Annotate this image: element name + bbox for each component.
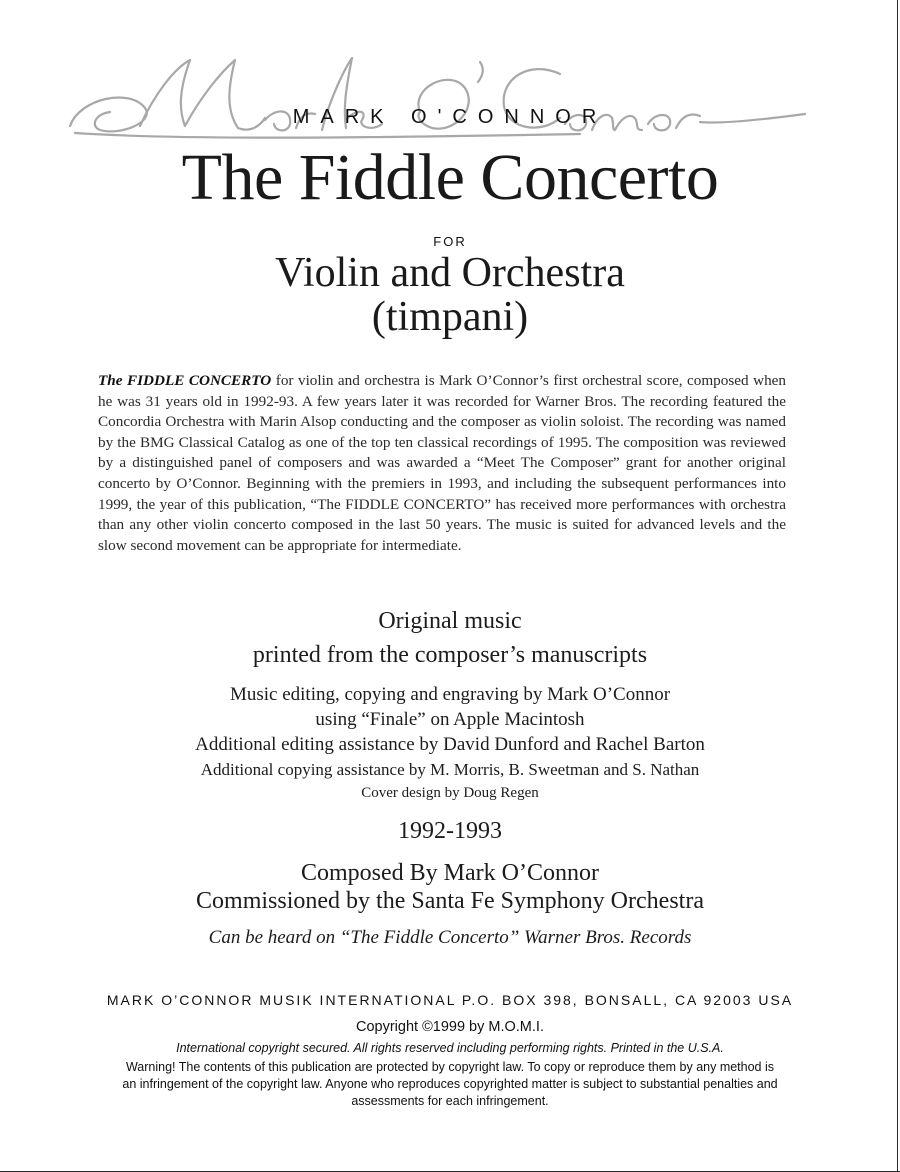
page-title: The Fiddle Concerto: [181, 141, 719, 214]
software-credit: using “Finale” on Apple Macintosh: [315, 709, 585, 730]
description-lead: The FIDDLE CONCERTO: [98, 372, 272, 389]
warning-line-2: an infringement of the copyright law. Anyone who reproduces copyrighted matter is subject to substantial penalties and: [122, 1077, 778, 1091]
composition-years: 1992-1993: [398, 818, 502, 844]
copyright-secured-line: International copyright secured. All rights reserved including performing rights. Printed in the U.S.A.: [176, 1041, 724, 1055]
description-paragraph: [98, 371, 786, 556]
publisher-address: MARK O’CONNOR MUSIK INTERNATIONAL P.O. BOX 398, BONSALL, CA 92003 USA: [106, 992, 794, 1008]
additional-editing-credit: Additional editing assistance by David Dunford and Rachel Barton: [195, 734, 705, 755]
additional-copying-credit: Additional copying assistance by M. Morris, B. Sweetman and S. Nathan: [200, 760, 700, 779]
signature-logo: [60, 38, 820, 148]
copyright-line: Copyright ©1999 by M.O.M.I.: [356, 1019, 544, 1035]
original-music-line: Original music: [378, 608, 522, 634]
warning-line-3: assessments for each infringement.: [351, 1094, 549, 1108]
composer-name: MARK O'CONNOR: [292, 106, 608, 128]
warning-line-1: Warning! The contents of this publication are protected by copyright law. To copy or reproduce them by any method is: [125, 1060, 775, 1074]
subtitle-instrumentation: Violin and Orchestra: [275, 250, 625, 296]
commissioned-line: Commissioned by the Santa Fe Symphony Orchestra: [196, 888, 704, 914]
description-body: for violin and orchestra is Mark O’Connor’s first orchestral score, composed when he was 31 years old in 1992-93. A few years later it was recorded for Warner Bros. The recording featured the Concordia Orchestra with Marin Alsop conducting and the composer as violin soloist. The recording was named by the BMG Classical Catalog as one of the top ten classical recordings of 1995. The composition was reviewed by a distinguished panel of composers and was awarded a “Meet The Composer” grant for another original concerto by O’Connor. Beginning with the premiers in 1993, and including the subsequent performances into 1999, the year of this publication, “The FIDDLE CONCERTO” has received more performances with orchestra than any other violin concerto composed in the last 50 years. The music is suited for advanced levels and the slow second movement can be appropriate for intermediate.: [98, 372, 786, 554]
cover-design-credit: Cover design by Doug Regen: [361, 785, 539, 801]
for-label: FOR: [433, 234, 467, 249]
manuscripts-line: printed from the composer’s manuscripts: [252, 642, 648, 668]
recording-line: Can be heard on “The Fiddle Concerto” Warner Bros. Records: [208, 927, 692, 948]
editing-credit: Music editing, copying and engraving by Mark O’Connor: [229, 684, 671, 705]
composed-by-line: Composed By Mark O’Connor: [301, 860, 599, 886]
subtitle-timpani: (timpani): [371, 294, 529, 340]
